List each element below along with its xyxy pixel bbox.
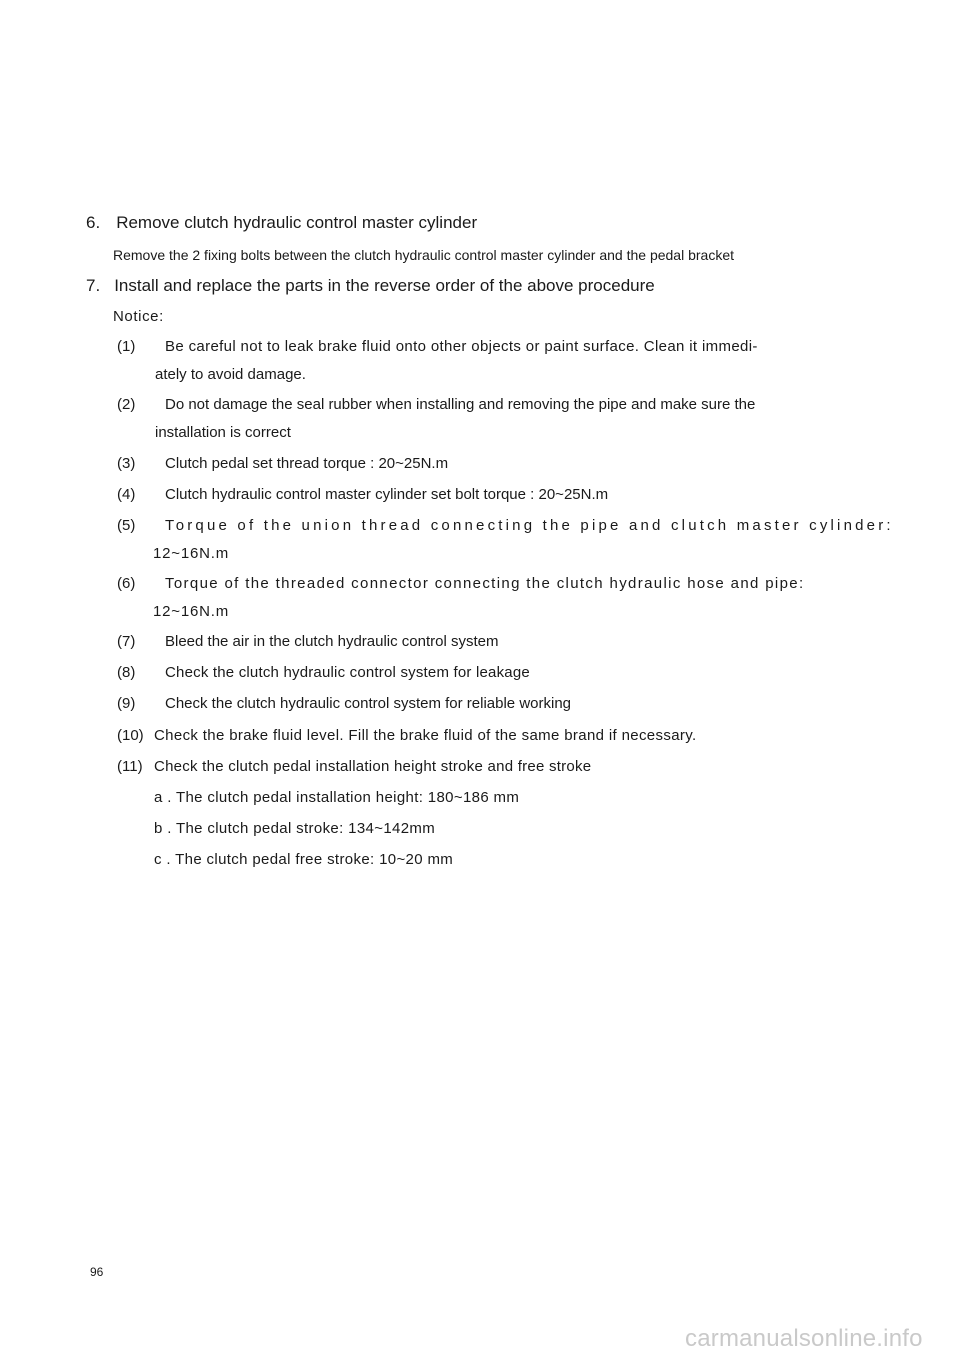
watermark-text: carmanualsonline.info: [685, 1325, 923, 1352]
notice-item-11: (11) Check the clutch pedal installation height stroke and free stroke: [117, 758, 592, 775]
step-7-title: Install and replace the parts in the reverse order of the above procedure: [114, 276, 655, 295]
notice-item-2: (2) Do not damage the seal rubber when installing and removing the pipe and make sure the: [117, 396, 756, 413]
notice-item-7: (7) Bleed the air in the clutch hydraulic control system: [117, 633, 499, 650]
notice-item-5-continued: 12~16N.m: [153, 545, 230, 562]
notice-item-1-continued: ately to avoid damage.: [155, 366, 306, 383]
notice-item-5: (5) Torque of the union thread connecting the pipe and clutch master cylinder:: [117, 517, 894, 534]
step-6-number: 6.: [86, 213, 101, 232]
notice-item-9: (9) Check the clutch hydraulic control system for reliable working: [117, 695, 572, 712]
page-number: 96: [90, 1265, 104, 1279]
notice-item-1: (1) Be careful not to leak brake fluid onto other objects or paint surface. Clean it immedi-: [117, 338, 758, 355]
notice-item-6-continued: 12~16N.m: [153, 603, 230, 620]
notice-item-3: (3) Clutch pedal set thread torque : 20~25N.m: [117, 455, 449, 472]
step-7-heading: [86, 276, 655, 296]
sub-item-c: c . The clutch pedal free stroke: 10~20 mm: [154, 851, 454, 868]
notice-item-6: (6) Torque of the threaded connector connecting the clutch hydraulic hose and pipe:: [117, 575, 805, 592]
notice-item-4: (4) Clutch hydraulic control master cylinder set bolt torque : 20~25N.m: [117, 486, 609, 503]
sub-item-a: a . The clutch pedal installation height: 180~186 mm: [154, 789, 520, 806]
notice-item-8: (8) Check the clutch hydraulic control system for leakage: [117, 664, 530, 681]
notice-item-10: (10) Check the brake fluid level. Fill the brake fluid of the same brand if necessary.: [117, 727, 697, 744]
notice-label: Notice:: [113, 308, 164, 325]
step-7-number: 7.: [86, 276, 101, 295]
step-6-title: Remove clutch hydraulic control master cylinder: [116, 213, 478, 232]
step-6-heading: [86, 213, 477, 233]
sub-item-b: b . The clutch pedal stroke: 134~142mm: [154, 820, 436, 837]
step-6-detail: Remove the 2 fixing bolts between the clutch hydraulic control master cylinder and the pedal bracket: [113, 247, 735, 263]
notice-item-2-continued: installation is correct: [155, 424, 291, 441]
